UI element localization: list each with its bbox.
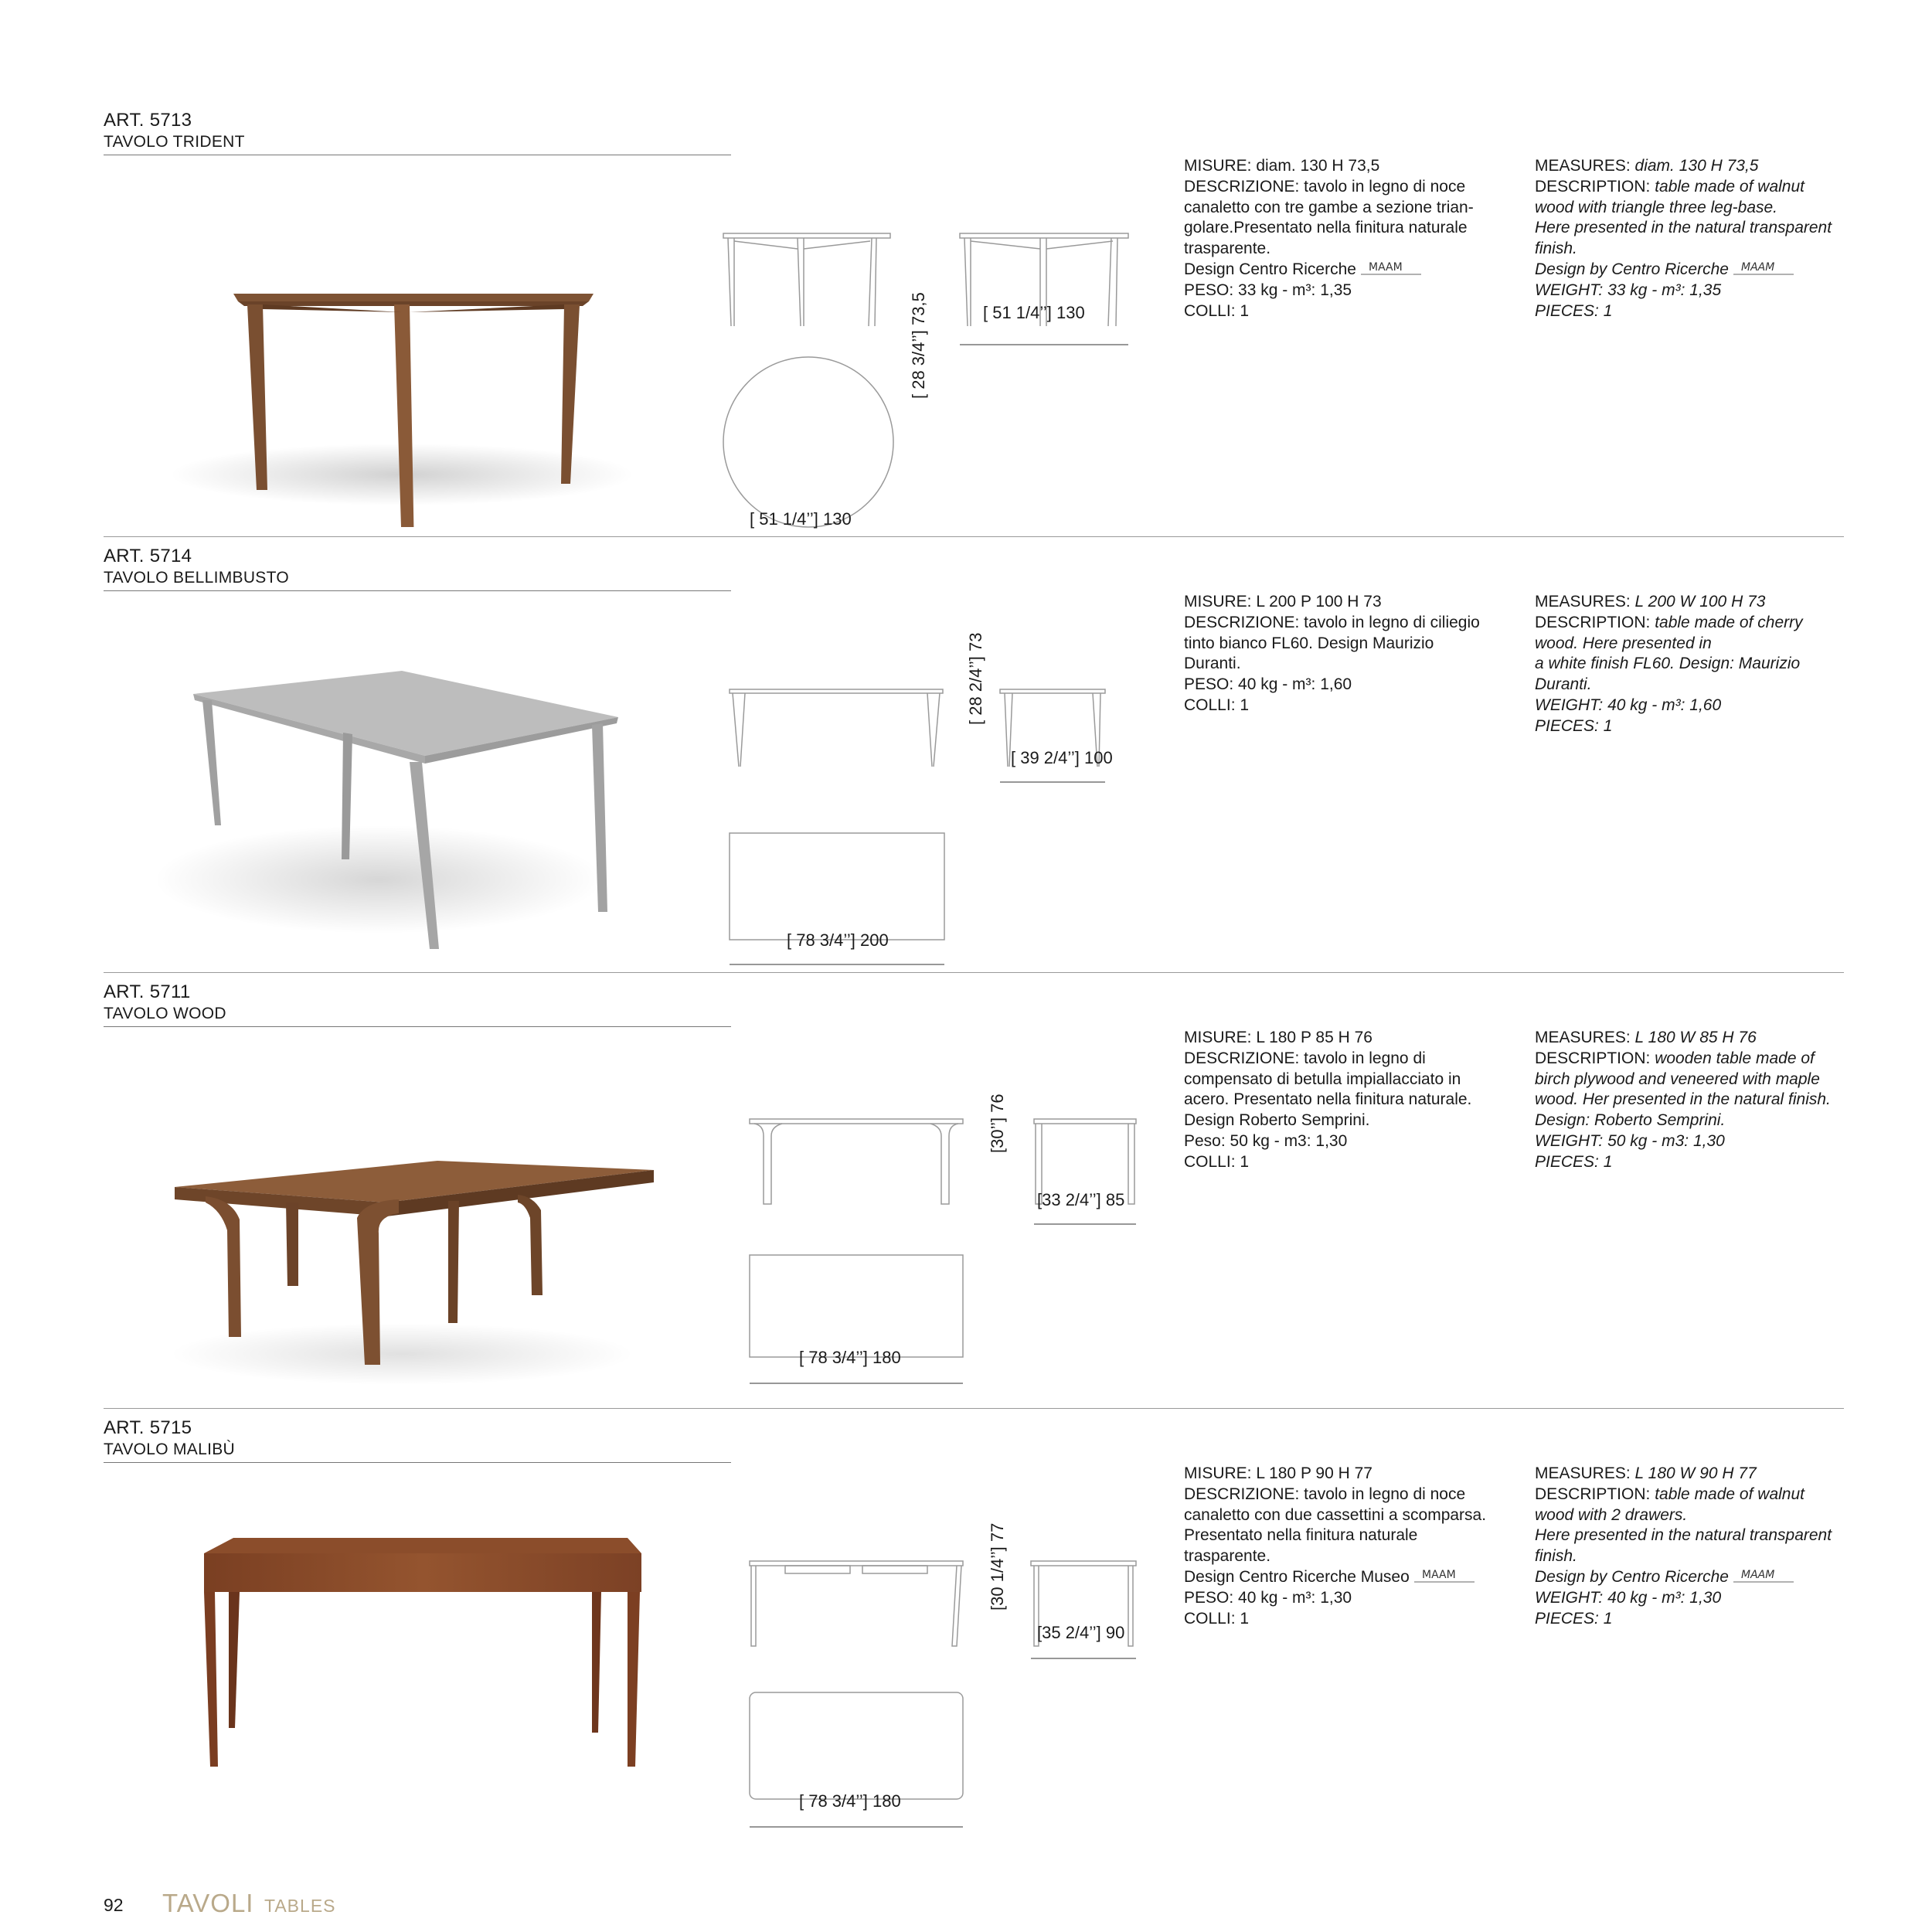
it-line: Duranti. xyxy=(1184,655,1241,673)
description-italian xyxy=(1184,592,1509,716)
it-line: MISURE: L 180 P 90 H 77 xyxy=(1184,1464,1372,1482)
description-english xyxy=(1535,1464,1859,1629)
svg-text:MAAM: MAAM xyxy=(1740,261,1775,274)
it-line: COLLI: 1 xyxy=(1184,1152,1250,1171)
description-italian xyxy=(1184,1028,1509,1173)
en-line: DESCRIPTION: wooden table made of xyxy=(1535,1049,1815,1067)
it-line: Presentato nella finitura naturale xyxy=(1184,1526,1418,1545)
maam-logo-icon xyxy=(1361,260,1421,280)
en-line: WEIGHT: 40 kg - m³: 1,30 xyxy=(1535,1588,1722,1607)
article-number: ART. 5714 xyxy=(104,546,192,566)
description-italian xyxy=(1184,156,1509,321)
product-photo-bellimbusto xyxy=(147,601,657,963)
en-line: DESCRIPTION: table made of cherry xyxy=(1535,613,1803,631)
maam-logo-icon xyxy=(1733,260,1794,280)
en-line: wood with 2 drawers. xyxy=(1535,1505,1688,1524)
it-line: DESCRIZIONE: tavolo in legno di xyxy=(1184,1049,1426,1067)
article-number: ART. 5713 xyxy=(104,110,192,131)
header-divider xyxy=(104,1462,731,1463)
en-line: WEIGHT: 33 kg - m³: 1,35 xyxy=(1535,281,1722,299)
description-italian xyxy=(1184,1464,1509,1629)
en-line: Here presented in the natural transparent xyxy=(1535,1526,1832,1545)
it-line: Design Centro Ricerche Museo xyxy=(1184,1567,1410,1586)
product-name: TAVOLO TRIDENT xyxy=(104,133,245,151)
product-section-malibu xyxy=(0,1417,1932,1853)
height-dimension: [ 28 3/4’’] 73,5 xyxy=(909,292,928,399)
svg-text:MAAM: MAAM xyxy=(1368,261,1403,274)
it-line: Peso: 50 kg - m3: 1,30 xyxy=(1184,1131,1348,1150)
technical-drawings-wood xyxy=(711,1028,1159,1406)
en-line: wood. Her presented in the natural finish. xyxy=(1535,1090,1831,1109)
length-dimension: [ 78 3/4’’] 180 xyxy=(799,1791,901,1811)
en-line: finish. xyxy=(1535,1547,1577,1566)
en-line: finish. xyxy=(1535,240,1577,258)
en-line: MEASURES: L 180 W 90 H 77 xyxy=(1535,1464,1757,1482)
depth-dimension: [ 51 1/4’’] 130 xyxy=(983,303,1085,322)
product-section-wood xyxy=(0,981,1932,1417)
it-line: MISURE: L 180 P 85 H 76 xyxy=(1184,1029,1372,1046)
header-divider xyxy=(104,1026,731,1027)
it-line: PESO: 33 kg - m³: 1,35 xyxy=(1184,281,1352,299)
en-line: Design by Centro Ricerche xyxy=(1535,1567,1729,1586)
svg-text:MAAM: MAAM xyxy=(1740,1569,1775,1582)
length-dimension: [ 78 3/4’’] 180 xyxy=(799,1348,901,1367)
en-line: MEASURES: L 200 W 100 H 73 xyxy=(1535,593,1766,611)
depth-dimension: [ 39 2/4’’] 100 xyxy=(1011,748,1113,767)
product-name: TAVOLO MALIBÙ xyxy=(104,1440,235,1458)
article-number: ART. 5711 xyxy=(104,981,191,1002)
section-divider xyxy=(104,972,1844,973)
en-line: a white finish FL60. Design: Maurizio xyxy=(1535,655,1801,673)
en-line: WEIGHT: 40 kg - m³: 1,60 xyxy=(1535,696,1722,714)
header-divider xyxy=(104,590,731,591)
it-line: COLLI: 1 xyxy=(1184,1609,1250,1628)
description-english xyxy=(1535,1028,1859,1173)
it-line: PESO: 40 kg - m³: 1,30 xyxy=(1184,1588,1352,1607)
en-line: PIECES: 1 xyxy=(1535,301,1613,320)
height-dimension: [30 1/4’’] 77 xyxy=(988,1522,1007,1611)
en-line: DESCRIPTION: table made of walnut xyxy=(1535,177,1804,196)
en-line: PIECES: 1 xyxy=(1535,1609,1613,1628)
category-english: TABLES xyxy=(264,1896,336,1916)
description-english xyxy=(1535,592,1859,737)
maam-logo-icon xyxy=(1414,1567,1475,1587)
en-line: MEASURES: L 180 W 85 H 76 xyxy=(1535,1029,1757,1046)
it-line: MISURE: L 200 P 100 H 73 xyxy=(1184,593,1382,611)
en-line: Duranti. xyxy=(1535,675,1592,694)
it-line: COLLI: 1 xyxy=(1184,696,1250,714)
product-photo-wood xyxy=(147,1037,657,1399)
it-line: canaletto con tre gambe a sezione trian- xyxy=(1184,198,1474,216)
en-line: Design: Roberto Semprini. xyxy=(1535,1111,1726,1130)
maam-logo-icon xyxy=(1733,1567,1794,1587)
it-line: DESCRIZIONE: tavolo in legno di noce xyxy=(1184,177,1466,196)
en-line: PIECES: 1 xyxy=(1535,716,1613,735)
technical-drawings-bellimbusto xyxy=(711,592,1159,971)
depth-dimension: [35 2/4’’] 90 xyxy=(1037,1623,1125,1642)
it-line: trasparente. xyxy=(1184,1547,1271,1566)
product-photo-trident xyxy=(147,165,657,527)
category-italian: TAVOLI xyxy=(162,1889,254,1917)
en-line: birch plywood and veneered with maple xyxy=(1535,1070,1820,1088)
en-line: MEASURES: diam. 130 H 73,5 xyxy=(1535,157,1759,175)
en-line: Design by Centro Ricerche xyxy=(1535,260,1729,278)
article-number: ART. 5715 xyxy=(104,1417,192,1438)
height-dimension: [ 28 2/4’’] 73 xyxy=(966,632,985,725)
it-line: COLLI: 1 xyxy=(1184,301,1250,320)
it-line: Design Roberto Semprini. xyxy=(1184,1111,1370,1130)
it-line: golare.Presentato nella finitura naturale xyxy=(1184,219,1468,237)
product-photo-malibu xyxy=(147,1473,657,1835)
it-line: MISURE: diam. 130 H 73,5 xyxy=(1184,157,1380,175)
it-line: canaletto con due cassettini a scomparsa. xyxy=(1184,1505,1487,1524)
depth-dimension: [33 2/4’’] 85 xyxy=(1037,1190,1125,1209)
section-divider xyxy=(104,536,1844,537)
it-line: Design Centro Ricerche xyxy=(1184,260,1356,278)
en-line: DESCRIPTION: table made of walnut xyxy=(1535,1485,1804,1503)
it-line: DESCRIZIONE: tavolo in legno di noce xyxy=(1184,1485,1466,1503)
en-line: WEIGHT: 50 kg - m3: 1,30 xyxy=(1535,1131,1725,1150)
length-dimension: [ 51 1/4’’] 130 xyxy=(750,509,852,529)
product-section-trident xyxy=(0,110,1932,546)
height-dimension: [30’’] 76 xyxy=(988,1094,1007,1153)
it-line: PESO: 40 kg - m³: 1,60 xyxy=(1184,675,1352,694)
it-line: acero. Presentato nella finitura naturale. xyxy=(1184,1090,1472,1109)
product-section-bellimbusto xyxy=(0,546,1932,981)
en-line: Here presented in the natural transparent xyxy=(1535,219,1832,237)
technical-drawings-trident xyxy=(711,156,1159,535)
en-line: wood. Here presented in xyxy=(1535,634,1712,652)
length-dimension: [ 78 3/4’’] 200 xyxy=(787,930,889,950)
en-line: PIECES: 1 xyxy=(1535,1152,1613,1171)
it-line: compensato di betulla impiallacciato in xyxy=(1184,1070,1461,1088)
it-line: DESCRIZIONE: tavolo in legno di ciliegio xyxy=(1184,613,1480,631)
section-divider xyxy=(104,1408,1844,1409)
product-name: TAVOLO BELLIMBUSTO xyxy=(104,569,289,587)
description-english xyxy=(1535,156,1859,321)
it-line: tinto bianco FL60. Design Maurizio xyxy=(1184,634,1434,652)
en-line: wood with triangle three leg-base. xyxy=(1535,198,1778,216)
it-line: trasparente. xyxy=(1184,240,1271,258)
page-number: 92 xyxy=(104,1895,124,1915)
svg-text:MAAM: MAAM xyxy=(1421,1569,1456,1582)
product-name: TAVOLO WOOD xyxy=(104,1005,226,1022)
technical-drawings-malibu xyxy=(711,1464,1159,1842)
